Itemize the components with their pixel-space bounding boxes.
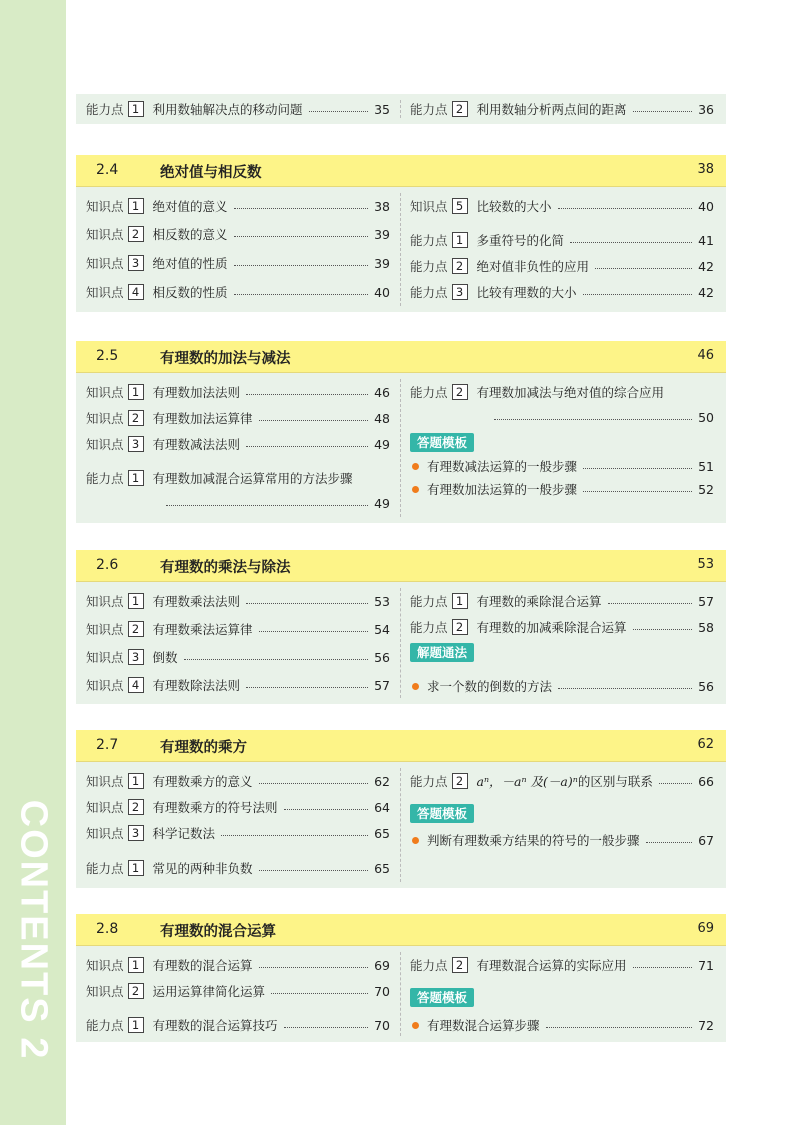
leader-dots bbox=[546, 1027, 693, 1028]
entry-page: 49 bbox=[374, 436, 390, 452]
entry-page: 58 bbox=[698, 619, 714, 635]
section-2-7 bbox=[76, 730, 726, 888]
bullet-entry[interactable] bbox=[410, 1015, 714, 1035]
section-page: 62 bbox=[697, 737, 714, 752]
entry-number: 2 bbox=[128, 410, 144, 426]
leader-dots bbox=[246, 687, 368, 688]
section-2-8 bbox=[76, 914, 726, 1042]
entry-number: 3 bbox=[452, 284, 468, 300]
leader-dots bbox=[309, 111, 369, 112]
entry-prefix: 知识点 bbox=[86, 199, 124, 214]
orange-bullet-icon bbox=[412, 1022, 419, 1029]
leader-dots bbox=[259, 420, 369, 421]
section-body bbox=[76, 762, 726, 888]
entry-prefix: 知识点 bbox=[86, 774, 124, 789]
toc-entry[interactable] bbox=[410, 771, 714, 791]
toc-entry[interactable] bbox=[86, 1015, 390, 1035]
toc-entry-continuation[interactable] bbox=[166, 493, 390, 513]
bullet-entry[interactable] bbox=[410, 456, 714, 476]
entry-title: 科学记数法 bbox=[152, 826, 216, 841]
bullet-entry[interactable] bbox=[410, 676, 714, 696]
section-2-6 bbox=[76, 550, 726, 704]
entry-number: 2 bbox=[452, 258, 468, 274]
toc-entry[interactable] bbox=[86, 282, 390, 302]
section-2-5 bbox=[76, 341, 726, 523]
leader-dots bbox=[595, 268, 692, 269]
column-divider bbox=[400, 193, 401, 306]
entry-page: 39 bbox=[374, 255, 390, 271]
section-number: 2.8 bbox=[96, 921, 119, 937]
entry-page: 48 bbox=[374, 410, 390, 426]
leader-dots bbox=[633, 111, 693, 112]
column-divider bbox=[400, 379, 401, 517]
section-title: 有理数的乘方 bbox=[160, 740, 247, 756]
entry-title: 利用数轴解决点的移动问题 bbox=[152, 102, 303, 117]
entry-number: 2 bbox=[452, 619, 468, 635]
entry-number: 3 bbox=[128, 436, 144, 452]
template-tag: 答题模板 bbox=[410, 433, 474, 452]
template-tag: 答题模板 bbox=[410, 804, 474, 823]
entry-page: 39 bbox=[374, 226, 390, 242]
entry-number: 3 bbox=[128, 255, 144, 271]
entry-number: 2 bbox=[128, 621, 144, 637]
section-title: 有理数的加法与减法 bbox=[160, 351, 291, 367]
toc-entry[interactable] bbox=[410, 256, 714, 276]
entry-page: 57 bbox=[698, 593, 714, 609]
section-header[interactable] bbox=[76, 730, 726, 762]
leader-dots bbox=[234, 265, 369, 266]
entry-number: 1 bbox=[128, 470, 144, 486]
entry-number: 3 bbox=[128, 649, 144, 665]
entry-title: 有理数混合运算步骤 bbox=[427, 1018, 540, 1033]
entry-number: 2 bbox=[452, 773, 468, 789]
entry-title: 有理数乘法法则 bbox=[152, 594, 241, 609]
section-page: 69 bbox=[697, 921, 714, 936]
entry-title: 多重符号的化简 bbox=[476, 233, 565, 248]
toc-entry[interactable] bbox=[86, 224, 390, 244]
entry-page: 40 bbox=[374, 284, 390, 300]
entry-page: 46 bbox=[374, 384, 390, 400]
entry-page: 65 bbox=[374, 860, 390, 876]
toc-entry[interactable] bbox=[86, 771, 390, 791]
entry-number: 1 bbox=[128, 773, 144, 789]
toc-entry[interactable] bbox=[86, 981, 390, 1001]
entry-number: 1 bbox=[128, 1017, 144, 1033]
entry-title: 有理数乘方的意义 bbox=[152, 774, 253, 789]
leader-dots bbox=[633, 967, 693, 968]
entry-prefix: 知识点 bbox=[86, 800, 124, 815]
section-header[interactable] bbox=[76, 155, 726, 187]
leader-dots bbox=[494, 419, 692, 420]
toc-entry[interactable] bbox=[410, 955, 714, 975]
entry-number: 1 bbox=[128, 860, 144, 876]
entry-page: 41 bbox=[698, 232, 714, 248]
section-page: 53 bbox=[697, 557, 714, 572]
section-body bbox=[76, 946, 726, 1042]
entry-prefix: 能力点 bbox=[410, 958, 448, 973]
toc-entry[interactable] bbox=[86, 823, 390, 843]
entry-title: 倒数 bbox=[152, 650, 178, 665]
orange-bullet-icon bbox=[412, 486, 419, 493]
toc-entry[interactable] bbox=[410, 282, 714, 302]
entry-page: 70 bbox=[374, 983, 390, 999]
entry-number: 1 bbox=[128, 101, 144, 117]
leader-dots bbox=[583, 468, 692, 469]
toc-entry[interactable] bbox=[410, 617, 714, 637]
section-header[interactable] bbox=[76, 341, 726, 373]
entry-page: 49 bbox=[374, 495, 390, 511]
entry-number: 1 bbox=[128, 384, 144, 400]
entry-page: 62 bbox=[374, 773, 390, 789]
entry-title: 常见的两种非负数 bbox=[152, 861, 253, 876]
leader-dots bbox=[234, 208, 369, 209]
entry-number: 2 bbox=[128, 226, 144, 242]
template-tag: 答题模板 bbox=[410, 988, 474, 1007]
entry-page: 56 bbox=[698, 678, 714, 694]
entry-page: 52 bbox=[698, 481, 714, 497]
entry-page: 66 bbox=[698, 773, 714, 789]
leader-dots bbox=[221, 835, 368, 836]
leader-dots bbox=[259, 967, 369, 968]
leader-dots bbox=[646, 842, 693, 843]
entry-title: 绝对值的性质 bbox=[152, 256, 228, 271]
leader-dots bbox=[633, 629, 693, 630]
entry-number: 2 bbox=[128, 799, 144, 815]
leader-dots bbox=[271, 993, 368, 994]
entry-title: 有理数的混合运算技巧 bbox=[152, 1018, 278, 1033]
leader-dots bbox=[246, 603, 368, 604]
entry-prefix: 知识点 bbox=[410, 199, 448, 214]
section-number: 2.5 bbox=[96, 348, 119, 364]
leader-dots bbox=[608, 603, 693, 604]
entry-page: 40 bbox=[698, 198, 714, 214]
entry-prefix: 知识点 bbox=[86, 622, 124, 637]
entry-title: 的区别与联系 bbox=[577, 774, 653, 789]
entry-prefix: 能力点 bbox=[410, 594, 448, 609]
section-number: 2.6 bbox=[96, 557, 119, 573]
entry-title: 求一个数的倒数的方法 bbox=[427, 679, 553, 694]
toc-entry[interactable] bbox=[86, 468, 390, 488]
leader-dots bbox=[583, 294, 693, 295]
entry-title-math: aⁿ，－aⁿ 及(－a)ⁿ bbox=[476, 774, 578, 789]
entry-page: 69 bbox=[374, 957, 390, 973]
entry-title: 绝对值的意义 bbox=[152, 199, 228, 214]
contents-label: CONTENTS 2 bbox=[12, 799, 55, 1061]
entry-prefix: 知识点 bbox=[86, 594, 124, 609]
section-header[interactable] bbox=[76, 914, 726, 946]
entry-prefix: 能力点 bbox=[410, 385, 448, 400]
toc-entry[interactable] bbox=[86, 797, 390, 817]
entry-prefix: 能力点 bbox=[410, 102, 448, 117]
leader-dots bbox=[259, 783, 369, 784]
section-page: 38 bbox=[697, 162, 714, 177]
toc-entry[interactable] bbox=[410, 591, 714, 611]
entry-page: 71 bbox=[698, 957, 714, 973]
entry-title: 利用数轴分析两点间的距离 bbox=[476, 102, 627, 117]
section-body bbox=[76, 94, 726, 124]
toc-entry[interactable] bbox=[86, 675, 390, 695]
toc-entry[interactable] bbox=[86, 408, 390, 428]
entry-prefix: 知识点 bbox=[86, 984, 124, 999]
entry-number: 4 bbox=[128, 284, 144, 300]
toc-entry[interactable] bbox=[86, 619, 390, 639]
leader-dots bbox=[583, 491, 692, 492]
toc-entry[interactable] bbox=[410, 230, 714, 250]
entry-page: 72 bbox=[698, 1017, 714, 1033]
entry-page: 42 bbox=[698, 284, 714, 300]
leader-dots bbox=[259, 631, 369, 632]
entry-prefix: 能力点 bbox=[410, 259, 448, 274]
entry-page: 70 bbox=[374, 1017, 390, 1033]
entry-title: 判断有理数乘方结果的符号的一般步骤 bbox=[427, 833, 640, 848]
entry-title: 运用运算律简化运算 bbox=[152, 984, 266, 999]
section-number: 2.7 bbox=[96, 737, 119, 753]
entry-number: 3 bbox=[128, 825, 144, 841]
toc-entry[interactable] bbox=[86, 196, 390, 216]
entry-page: 54 bbox=[374, 621, 390, 637]
column-divider bbox=[400, 588, 401, 698]
entry-prefix: 能力点 bbox=[86, 861, 124, 876]
entry-prefix: 知识点 bbox=[86, 958, 124, 973]
entry-title: 有理数加法运算律 bbox=[152, 411, 253, 426]
entry-title: 有理数减法运算的一般步骤 bbox=[427, 459, 578, 474]
section-title: 有理数的混合运算 bbox=[160, 924, 276, 940]
leader-dots bbox=[234, 294, 369, 295]
bullet-entry[interactable] bbox=[410, 830, 714, 850]
entry-title: 有理数混合运算的实际应用 bbox=[476, 958, 627, 973]
leader-dots bbox=[558, 208, 693, 209]
leader-dots bbox=[558, 688, 692, 689]
entry-title: 有理数的混合运算 bbox=[152, 958, 253, 973]
entry-title: 有理数的加减乘除混合运算 bbox=[476, 620, 627, 635]
toc-entry-continuation[interactable] bbox=[494, 407, 714, 427]
entry-page: 56 bbox=[374, 649, 390, 665]
toc-entry[interactable] bbox=[86, 434, 390, 454]
leader-dots bbox=[259, 870, 369, 871]
toc-entry[interactable] bbox=[86, 382, 390, 402]
entry-page: 51 bbox=[698, 458, 714, 474]
column-divider bbox=[400, 768, 401, 882]
toc-entry[interactable] bbox=[86, 858, 390, 878]
entry-prefix: 知识点 bbox=[86, 285, 124, 300]
entry-number: 2 bbox=[452, 957, 468, 973]
entry-number: 1 bbox=[128, 198, 144, 214]
leader-dots bbox=[284, 1027, 369, 1028]
section-title: 有理数的乘法与除法 bbox=[160, 560, 291, 576]
section-2-4 bbox=[76, 155, 726, 312]
entry-number: 1 bbox=[128, 957, 144, 973]
entry-title: 有理数乘法运算律 bbox=[152, 622, 253, 637]
entry-page: 38 bbox=[374, 198, 390, 214]
entry-title: 有理数的乘除混合运算 bbox=[476, 594, 602, 609]
toc-entry[interactable] bbox=[86, 591, 390, 611]
orange-bullet-icon bbox=[412, 837, 419, 844]
method-tag: 解题通法 bbox=[410, 643, 474, 662]
entry-title: 有理数加减混合运算常用的方法步骤 bbox=[152, 471, 353, 486]
entry-page: 53 bbox=[374, 593, 390, 609]
section-title: 绝对值与相反数 bbox=[160, 165, 262, 181]
leader-dots bbox=[570, 242, 692, 243]
leader-dots bbox=[284, 809, 369, 810]
entry-page: 57 bbox=[374, 677, 390, 693]
entry-page: 50 bbox=[698, 409, 714, 425]
entry-prefix: 能力点 bbox=[410, 285, 448, 300]
toc-entry[interactable] bbox=[86, 955, 390, 975]
entry-number: 2 bbox=[452, 101, 468, 117]
entry-title: 有理数除法法则 bbox=[152, 678, 241, 693]
toc-entry[interactable] bbox=[86, 253, 390, 273]
entry-prefix: 知识点 bbox=[86, 437, 124, 452]
entry-title: 有理数加法法则 bbox=[152, 385, 241, 400]
entry-number: 4 bbox=[128, 677, 144, 693]
leader-dots bbox=[246, 446, 368, 447]
section-number: 2.4 bbox=[96, 162, 119, 178]
entry-prefix: 知识点 bbox=[86, 227, 124, 242]
entry-number: 1 bbox=[452, 232, 468, 248]
leader-dots bbox=[659, 783, 692, 784]
orange-bullet-icon bbox=[412, 683, 419, 690]
toc-entry[interactable] bbox=[86, 99, 390, 119]
entry-prefix: 能力点 bbox=[86, 102, 124, 117]
entry-prefix: 知识点 bbox=[86, 385, 124, 400]
leader-dots bbox=[246, 394, 368, 395]
entry-title: 绝对值非负性的应用 bbox=[476, 259, 590, 274]
entry-number: 2 bbox=[128, 983, 144, 999]
section-body bbox=[76, 373, 726, 523]
entry-page: 65 bbox=[374, 825, 390, 841]
toc-entry[interactable] bbox=[410, 99, 714, 119]
entry-prefix: 知识点 bbox=[86, 256, 124, 271]
entry-number: 1 bbox=[128, 593, 144, 609]
toc-entry[interactable] bbox=[410, 382, 714, 402]
entry-title: 有理数加法运算的一般步骤 bbox=[427, 482, 578, 497]
toc-entry[interactable] bbox=[410, 196, 714, 216]
entry-title: 比较数的大小 bbox=[476, 199, 552, 214]
toc-entry[interactable] bbox=[86, 647, 390, 667]
section-continuation bbox=[76, 94, 726, 124]
entry-number: 2 bbox=[452, 384, 468, 400]
bullet-entry[interactable] bbox=[410, 479, 714, 499]
entry-page: 36 bbox=[698, 101, 714, 117]
entry-number: 5 bbox=[452, 198, 468, 214]
entry-prefix: 知识点 bbox=[86, 826, 124, 841]
section-body bbox=[76, 187, 726, 312]
leader-dots bbox=[234, 236, 369, 237]
entry-prefix: 能力点 bbox=[410, 620, 448, 635]
entry-title: 有理数加减法与绝对值的综合应用 bbox=[476, 385, 665, 400]
entry-prefix: 知识点 bbox=[86, 678, 124, 693]
entry-page: 64 bbox=[374, 799, 390, 815]
entry-number: 1 bbox=[452, 593, 468, 609]
column-divider bbox=[400, 952, 401, 1036]
entry-title: 有理数乘方的符号法则 bbox=[152, 800, 278, 815]
entry-page: 35 bbox=[374, 101, 390, 117]
orange-bullet-icon bbox=[412, 463, 419, 470]
section-header[interactable] bbox=[76, 550, 726, 582]
entry-title: 有理数减法法则 bbox=[152, 437, 241, 452]
entry-prefix: 知识点 bbox=[86, 411, 124, 426]
entry-page: 67 bbox=[698, 832, 714, 848]
entry-prefix: 知识点 bbox=[86, 650, 124, 665]
entry-title: 相反数的性质 bbox=[152, 285, 228, 300]
leader-dots bbox=[184, 659, 369, 660]
entry-prefix: 能力点 bbox=[410, 774, 448, 789]
section-page: 46 bbox=[697, 348, 714, 363]
entry-prefix: 能力点 bbox=[86, 471, 124, 486]
entry-title: 比较有理数的大小 bbox=[476, 285, 577, 300]
entry-page: 42 bbox=[698, 258, 714, 274]
entry-prefix: 能力点 bbox=[410, 233, 448, 248]
section-body bbox=[76, 582, 726, 704]
entry-title: 相反数的意义 bbox=[152, 227, 228, 242]
column-divider bbox=[400, 100, 401, 118]
entry-prefix: 能力点 bbox=[86, 1018, 124, 1033]
leader-dots bbox=[166, 505, 368, 506]
